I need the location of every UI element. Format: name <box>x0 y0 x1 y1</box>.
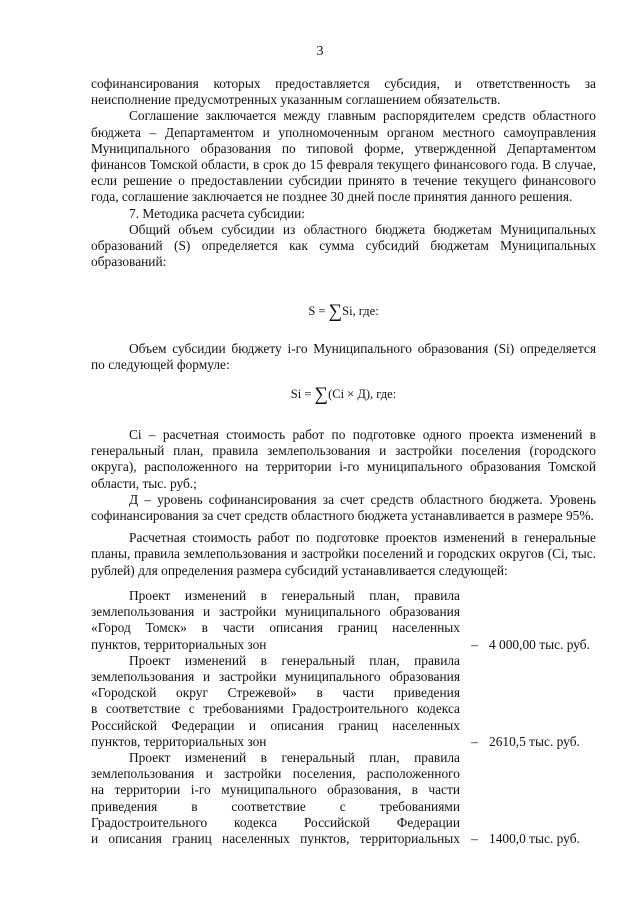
body-text <box>91 76 596 270</box>
sigma-symbol: ∑ <box>328 301 343 322</box>
dash: – <box>471 636 478 652</box>
cost-item-line: Проект изменений в генеральный план, правила <box>129 750 460 766</box>
formula-right: (Ci × Д), где: <box>328 387 397 401</box>
dash: – <box>471 733 478 749</box>
definition-d: Д – уровень софинансирования за счет средств областного бюджета. Уровень софинансирования за счет средств областного бюджета устанавливается в размере 95%. <box>91 491 596 524</box>
sigma-symbol: ∑ <box>314 384 329 405</box>
formula-left: Si = <box>290 387 315 401</box>
definitions-block <box>91 427 596 579</box>
formula-left: S = <box>308 304 329 318</box>
cost-item-line: в соответствие с требованиями Градостроительного кодекса <box>91 701 460 717</box>
paragraph: Общий объем субсидии из областного бюджета бюджетам Муниципальных образований (S) определяется как сумма субсидий бюджетам Муниципальных образований: <box>91 221 596 270</box>
cost-item-line: и описания границ населенных пунктов, территориальных <box>91 831 460 847</box>
cost-item-line: землепользования и застройки муниципального образования <box>91 669 460 685</box>
cost-item-line: Проект изменений в генеральный план, правила <box>129 652 460 668</box>
cost-items <box>91 588 596 847</box>
cost-item-line: пунктов, территориальных зон <box>91 733 267 749</box>
section-heading: 7. Методика расчета субсидии: <box>129 205 305 221</box>
formula-right: Si, где: <box>342 304 379 318</box>
cost-item <box>91 750 596 847</box>
cost-amount: 4 000,00 тыс. руб. <box>489 636 590 652</box>
paragraph: Расчетная стоимость работ по подготовке проектов изменений в генеральные планы, правила землепользования и застройки поселений и городских округов (Ci, тыс. рублей) для определения размера субсидий устанавливается следующей: <box>91 530 596 578</box>
cost-item-line: землепользования и застройки муниципального образования <box>91 604 460 620</box>
cost-item-line: землепользования и застройки поселения, расположенного <box>91 766 460 782</box>
paragraph: софинансирования которых предоставляется субсидия, и ответственность за неисполнение предусмотренных указанным соглашением обязательств. <box>91 76 596 108</box>
cost-item <box>91 653 596 750</box>
definition-ci: Ci – расчетная стоимость работ по подготовке одного проекта изменений в генеральный план, правила землепользования и застройки поселения (городского округа), расположенного на территории i-го муниципального образования Томской области, тыс. руб.; <box>91 427 596 491</box>
cost-item-line: на территории i-го муниципального образования, в части <box>91 782 460 798</box>
paragraph: Соглашение заключается между главным распорядителем средств областного бюджета – Департаментом и уполномоченным органом местного самоуправления Муниципального образования по типовой форме, утвержденной Департаментом финансов Томской области, в срок до 15 февраля текущего финансового года. В случае, если решение о предоставлении субсидии принято в течение текущего финансового года, соглашение заключается не позднее 30 дней после принятия данного решения. <box>91 108 596 205</box>
cost-item-line: Проект изменений в генеральный план, правила <box>129 588 460 603</box>
cost-item <box>91 588 596 653</box>
cost-item-line: «Городской округ Стрежевой» в части приведения <box>91 685 460 701</box>
cost-item-line: Градостроительного кодекса Российской Федерации <box>91 814 460 830</box>
dash: – <box>471 831 478 847</box>
formula-si <box>91 386 596 403</box>
cost-item-line: приведения в соответствие с требованиями <box>91 798 460 814</box>
paragraph-si-block <box>91 341 596 373</box>
page-number: 3 <box>316 44 324 59</box>
cost-item-line: пунктов, территориальных зон <box>91 636 267 652</box>
cost-item-line: «Город Томск» в части описания границ населенных <box>91 620 460 636</box>
cost-amount: 2610,5 тыс. руб. <box>489 733 580 749</box>
cost-amount: 1400,0 тыс. руб. <box>489 831 580 847</box>
formula-total <box>91 303 596 320</box>
paragraph: Объем субсидии бюджету i-го Муниципального образования (Si) определяется по следующей формуле: <box>91 341 596 373</box>
cost-item-line: Российской Федерации и описания границ населенных <box>91 717 460 733</box>
